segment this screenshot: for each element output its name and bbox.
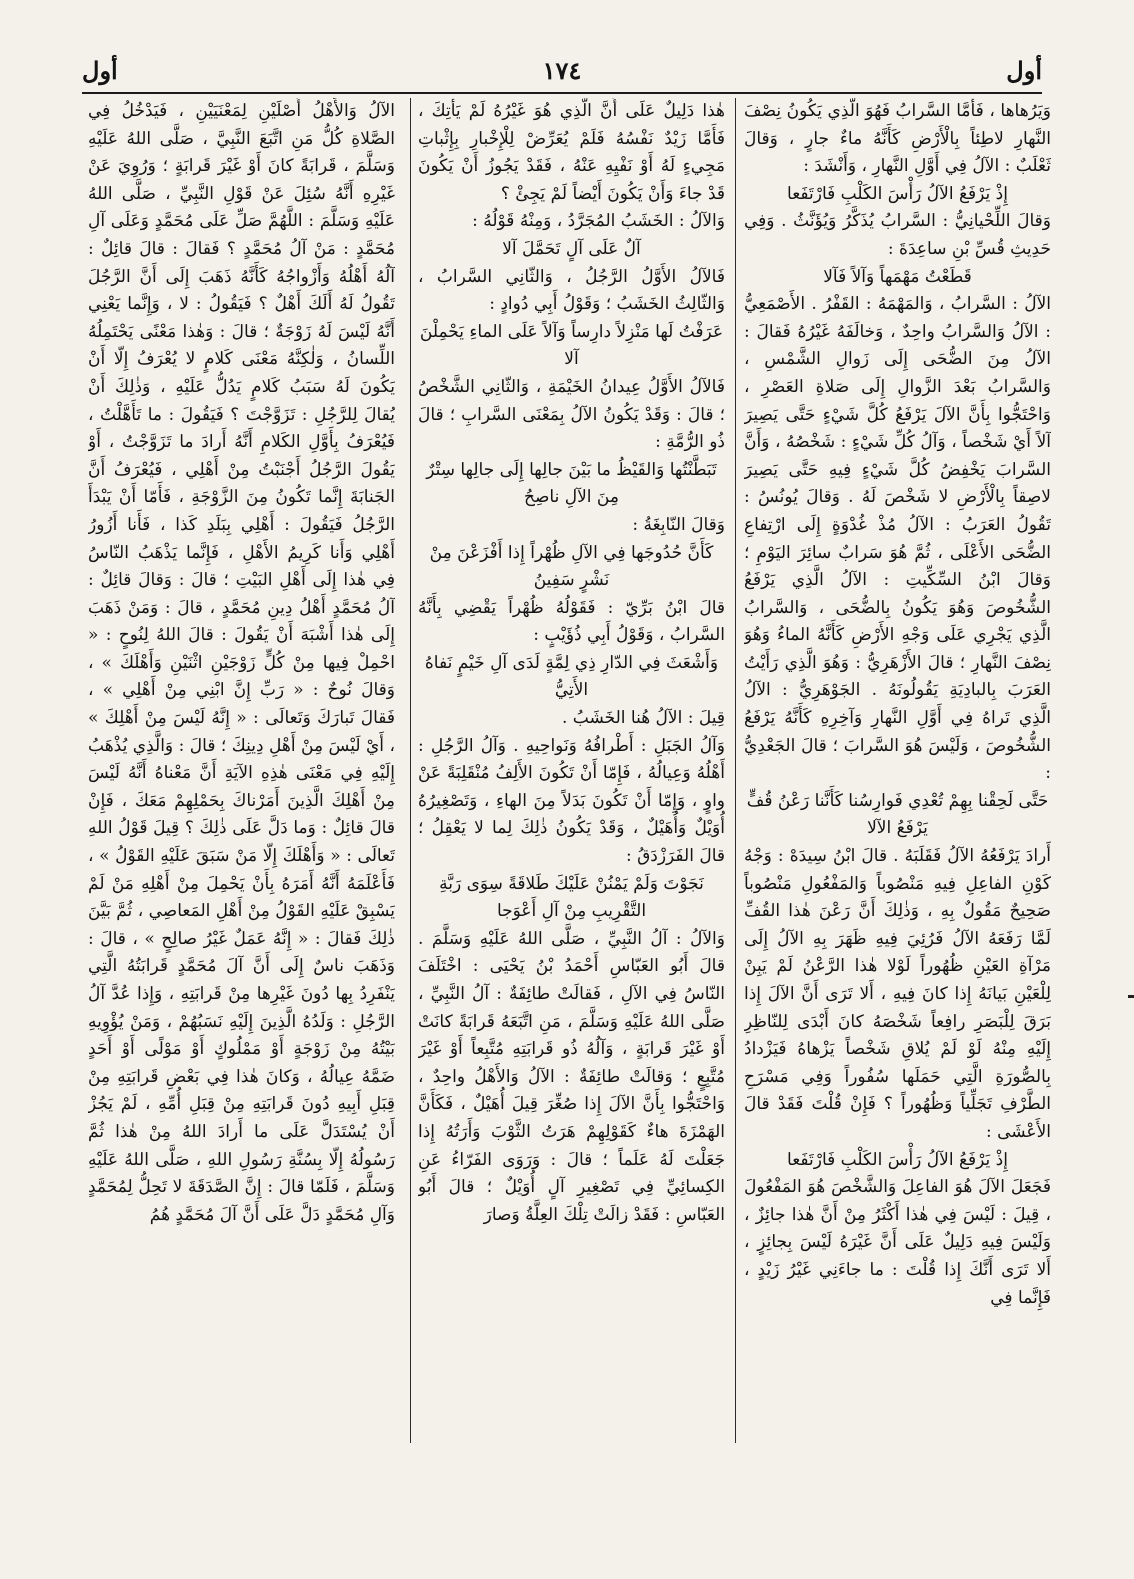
column-left: [88, 98, 395, 1443]
header-guide-word-right: أول: [1006, 56, 1042, 85]
paragraph: الآلُ وَالأَهْلُ أَصْلَيْنِ لِمَعْنَيَيْنِ ، فَيَدْخُلُ فِي الصَّلاةِ كُلُّ مَنِ اتَّبَعَ النَّبِيَّ ، صَلَّى اللهُ عَلَيْهِ وَسَلَّمَ ، قَرابَةً كانَ أَوْ غَيْرَ قَرابَةٍ ؛ وَرُوِيَ عَنْ غَيْرِهِ أَنَّهُ سُئِلَ عَنْ قَوْلِ النَّبِيِّ ، صَلَّى اللهُ عَلَيْهِ وَسَلَّمَ : اللَّهُمَّ صَلِّ عَلَى مُحَمَّدٍ وَعَلَى آلِ مُحَمَّدٍ : مَنْ آلُ مُحَمَّدٍ ؟ فَقالَ : قالَ قائِلٌ : آلُهُ أَهْلُهُ وَأَزْواجُهُ كَأَنَّهُ ذَهَبَ إِلَى أَنَّ الرَّجُلَ تَقُولُ لَهُ أَلَكَ أَهْلٌ ؟ فَيَقُولُ : لا ، وَإِنَّما يَعْنِي أَنَّهُ لَيْسَ لَهُ زَوْجَةٌ ؛ قالَ : وَهٰذا مَعْنًى يَحْتَمِلُهُ اللِّسانُ ، وَلٰكِنَّهُ مَعْنَى كَلامٍ لا يُعْرَفُ إِلّا أَنْ يَكُونَ لَهُ سَبَبُ كَلامٍ يَدُلُّ عَلَيْهِ ، وَذٰلِكَ أَنْ يُقالَ لِلرَّجُلِ : تَزَوَّجْتَ ؟ فَيَقُولَ : ما تَأَهَّلْتُ ، فَيُعْرَفُ بِأَوَّلِ الكَلامِ أَنَّهُ أَرادَ ما تَزَوَّجْتُ ، أَوْ يَقُولَ الرَّجُلُ أَجْنَبْتُ مِنْ أَهْلِي ، فَيُعْرَفُ أَنَّ الجَنابَةَ إِنَّما تَكُونُ مِنَ الزَّوْجَةِ ، فَأَمّا أَنْ يَبْدَأَ الرَّجُلُ فَيَقُولَ : أَهْلِي بِبَلَدِ كَذا ، فَأَنا أَزُورُ أَهْلِي وَأَنا كَرِيمُ الأَهْلِ ، فَإِنَّما يَذْهَبُ النّاسُ فِي هٰذا إِلَى أَهْلِ البَيْتِ ؛ قالَ : وَقالَ قائِلٌ : آلُ مُحَمَّدٍ أَهْلُ دِينِ مُحَمَّدٍ ، قالَ : وَمَنْ ذَهَبَ إِلَى هٰذا أَشْبَهَ أَنْ يَقُولَ : قالَ اللهُ لِنُوحٍ : « احْمِلْ فِيها مِنْ كُلٍّ زَوْجَيْنِ اثْنَيْنِ وَأَهْلَكَ » ، وَقالَ نُوحٌ : « رَبِّ إِنَّ ابْنِي مِنْ أَهْلِي » ، فَقالَ تَبارَكَ وَتَعالَى : « إِنَّهُ لَيْسَ مِنْ أَهْلِكَ » ، أَيْ لَيْسَ مِنْ أَهْلِ دِينِكَ ؛ قالَ : وَالَّذِي يُذْهَبُ إِلَيْهِ فِي مَعْنَى هٰذِهِ الآيَةِ أَنَّ مَعْناهُ أَنَّهُ لَيْسَ مِنْ أَهْلِكَ الَّذِينَ أَمَرْناكَ بِحَمْلِهِمْ مَعَكَ ، فَإِنْ قالَ قائِلٌ : وَما دَلَّ عَلَى ذٰلِكَ ؟ قِيلَ قَوْلُ اللهِ تَعالَى : « وَأَهْلَكَ إِلّا مَنْ سَبَقَ عَلَيْهِ القَوْلُ » ، فَأَعْلَمَهُ أَنَّهُ أَمَرَهُ بِأَنْ يَحْمِلَ مِنْ أَهْلِهِ مَنْ لَمْ يَسْبِقْ عَلَيْهِ القَوْلُ مِنْ أَهْلِ المَعاصِي ، ثُمَّ بَيَّنَ ذٰلِكَ فَقالَ : « إِنَّهُ عَمَلٌ غَيْرُ صالِحٍ » ، قالَ : وَذَهَبَ ناسٌ إِلَى أَنَّ آلَ مُحَمَّدٍ قَرابَتُهُ الَّتِي يَنْفَرِدُ بِها دُونَ غَيْرِها مِنْ قَرابَتِهِ ، وَإِذا عُدَّ آلُ الرَّجُلِ : وَلَدُهُ الَّذِينَ إِلَيْهِ نَسَبُهُمْ ، وَمَنْ يُؤْوِيهِ بَيْتُهُ مِنْ زَوْجَةٍ أَوْ مَمْلُوكٍ أَوْ مَوْلًى أَوْ أَحَدٍ ضَمَّهُ عِيالُهُ ، وَكانَ هٰذا فِي بَعْضِ قَرابَتِهِ مِنْ قِبَلِ أَبِيهِ دُونَ قَرابَتِهِ مِنْ قِبَلِ أُمِّهِ ، لَمْ يَجُزْ أَنْ يُسْتَدَلَّ عَلَى ما أَرادَ اللهُ مِنْ هٰذا ثُمَّ رَسُولُهُ إِلّا بِسُنَّةِ رَسُولِ اللهِ ، صَلَّى اللهُ عَلَيْهِ وَسَلَّمَ ، فَلَمّا قالَ : إِنَّ الصَّدَقَةَ لا تَحِلُّ لِمُحَمَّدٍ وَآلِ مُحَمَّدٍ دَلَّ عَلَى أَنَّ آلَ مُحَمَّدٍ هُمُ: [88, 101, 395, 1225]
verse: تَبَطَّنْتُها وَالقَيْظُ ما بَيْنَ جالِها إِلَى جالِها سِتْرٌ مِنَ الآلِ ناصِحُ: [426, 459, 717, 508]
verse: نَجَوْتَ وَلَمْ يَمْنُنْ عَلَيْكَ طَلاقَةً سِوَى رَبَّةِ التَّقْرِيبِ مِنْ آلِ أَعْوَجا: [439, 873, 704, 922]
paragraph: وَقالَ النّابِغَةُ :: [632, 514, 725, 535]
paragraph: وَآلُ الجَبَلِ : أَطْرافُهُ وَنَواحِيهِ . وَآلُ الرَّجُلِ : أَهْلُهُ وَعِيالُهُ ، فَإِمّا أَنْ تَكُونَ الأَلِفُ مُنْقَلِبَةً عَنْ واوٍ ، وَإِمّا أَنْ تَكُونَ بَدَلاً مِنَ الهاءِ ، وَتَصْغِيرُهُ أُوَيْلٌ وَأُهَيْلٌ ، وَقَدْ يَكُونُ ذٰلِكَ لِما لا يَعْقِلُ ؛ قالَ الفَرَزْدَقُ :: [418, 735, 725, 867]
verse: وَأَشْعَثَ فِي الدّارِ ذِي لِمَّةٍ لَدَى آلِ خَيْمٍ نَفاهُ الأَتِيُّ: [424, 652, 719, 701]
header-rule: [82, 92, 1042, 94]
paragraph: الآلُ : السَّرابُ ، وَالمَهْمَهُ : القَفْرُ . الأَصْمَعِيُّ : الآلُ وَالسَّرابُ واحِدٌ ، وَخالَفَهُ غَيْرُهُ فَقالَ : الآلُ مِنَ الضُّحَى إِلَى زَوالِ الشَّمْسِ ، وَالسَّرابُ بَعْدَ الزَّوالِ إِلَى صَلاةِ العَصْرِ ، وَاحْتَجُّوا بِأَنَّ الآلَ يَرْفَعُ كُلَّ شَيْءٍ حَتَّى يَصِيرَ آلاً أَيْ شَخْصاً ، وَآلُ كُلِّ شَيْءٍ : شَخْصُهُ ، وَأَنَّ السَّرابَ يَخْفِضُ كُلَّ شَيْءٍ فِيهِ حَتَّى يَصِيرَ لاصِقاً بِالْأَرْضِ لا شَخْصَ لَهُ . وَقالَ يُونُسُ : تَقُولُ العَرَبُ : الآلُ مُذْ غُدْوَةٍ إِلَى ارْتِفاعِ الضُّحَى الأَعْلَى ، ثُمَّ هُوَ سَرابٌ سائِرَ اليَوْمِ ؛ وَقالَ ابْنُ السِّكِّيتِ : الآلُ الَّذِي يَرْفَعُ الشُّخُوصَ وَهُوَ يَكُونُ بِالضُّحَى ، وَالسَّرابُ الَّذِي يَجْرِي عَلَى وَجْهِ الأَرْضِ كَأَنَّهُ الماءُ وَهُوَ نِصْفَ النَّهارِ ؛ قالَ الأَزْهَرِيُّ : وَهُوَ الَّذِي رَأَيْتُ العَرَبَ بِالبادِيَةِ يَقُولُونَهُ . الجَوْهَرِيُّ : الآلُ الَّذِي تَراهُ فِي أَوَّلِ النَّهارِ وَآخِرِهِ كَأَنَّهُ يَرْفَعُ الشُّخُوصَ ، وَلَيْسَ هُوَ السَّرابَ ؛ قالَ الجَعْدِيُّ :: [744, 294, 1051, 784]
verse: حَتَّى لَحِقْنا بِهِمْ تُعْدِي فَوارِسُنا كَأَنَّنا رَعْنُ قُفٍّ يَرْفَعُ الآلا: [746, 790, 1049, 839]
verse: إِذْ يَرْفَعُ الآلُ رَأْسَ الكَلْبِ فَارْتَفَعا: [787, 1149, 1008, 1170]
column-divider: [410, 98, 411, 1443]
paragraph: وَيَرُهاها ، فَأَمَّا السَّرابُ فَهُوَ الَّذِي يَكُونُ نِصْفَ النَّهارِ لاطِئاً بِالْأَرْضِ كَأَنَّهُ ماءٌ جارٍ ، وَقالَ ثَعْلَبٌ : الآلُ فِي أَوَّلِ النَّهارِ ، وَأَنْشَدَ :: [744, 101, 1051, 177]
paragraph: فَالآلُ الأَوَّلُ الرَّجُلُ ، وَالثّانِي السَّرابُ ، وَالثّالِثُ الخَشَبُ ؛ وَقَوْلُ أَبِي دُوادٍ :: [418, 266, 725, 315]
verse: عَرَفْتُ لَها مَنْزِلاً دارِساً وَآلاً عَلَى الماءِ يَحْمِلْنَ آلا: [419, 321, 724, 370]
verse: كَأَنَّ حُدُوجَها فِي الآلِ ظُهْراً إِذا أَفْزَعْنَ مِنْ نَشْرٍ سَفِينُ: [429, 542, 714, 591]
paragraph: وَالآلُ : آلُ النَّبِيِّ ، صَلَّى اللهُ عَلَيْهِ وَسَلَّمَ . قالَ أَبُو العَبّاسِ أَحْمَدُ بْنُ يَحْيَى : اخْتَلَفَ النّاسُ فِي الآلِ ، فَقالَتْ طائِفَةٌ : آلُ النَّبِيِّ ، صَلَّى اللهُ عَلَيْهِ وَسَلَّمَ ، مَنِ اتَّبَعَهُ قَرابَةً كانَتْ أَوْ غَيْرَ قَرابَةٍ ، وَآلُهُ ذُو قَرابَتِهِ مُتَّبِعاً أَوْ غَيْرَ مُتَّبِعٍ ؛ وَقالَتْ طائِفَةٌ : الآلُ وَالأَهْلُ واحِدٌ ، وَاحْتَجُّوا بِأَنَّ الآلَ إِذا صُغِّرَ قِيلَ أُهَيْلٌ ، فَكَأَنَّ الهَمْزَةَ هاءٌ كَقَوْلِهِمْ هَرَتُ الثَّوْبَ وَأَرَتُهُ إِذا جَعَلْتَ لَهُ عَلَماً ؛ قالَ : وَرَوَى الفَرّاءُ عَنِ الكِسائِيِّ فِي تَصْغِيرِ آلٍ أُوَيْلٌ ؛ قالَ أَبُو العَبّاسِ : فَقَدْ زالَتْ تِلْكَ العِلَّةُ وَصارَ: [418, 928, 725, 1225]
column-divider: [735, 98, 736, 1443]
page-number: ١٧٤: [542, 56, 582, 85]
verse: إِذْ يَرْفَعُ الآلُ رَأْسَ الكَلْبِ فَارْتَفَعا: [787, 183, 1008, 204]
paragraph: وَقالَ اللِّحْيانِيُّ : السَّرابُ يُذَكَّرُ وَيُؤَنَّثُ . وَفِي حَدِيثِ قُسِّ بْنِ ساعِدَةَ :: [744, 211, 1051, 259]
paragraph: فَالآلُ الأَوَّلُ عِيدانُ الخَيْمَةِ ، وَالثّانِي الشَّخْصُ ؛ قالَ : وَقَدْ يَكُونُ الآلُ بِمَعْنَى السَّرابِ ؛ قالَ ذُو الرُّمَّةِ :: [418, 376, 725, 453]
paragraph: وَالآلُ : الخَشَبُ المُجَرَّدُ ، وَمِنْهُ قَوْلُهُ :: [472, 211, 725, 232]
paragraph: فَجَعَلَ الآلَ هُوَ الفاعِلَ وَالشَّخْصَ هُوَ المَفْعُولَ ، قِيلَ : لَيْسَ فِي هٰذا أَكْثَرُ مِنْ أَنَّ هٰذا جائِزٌ ، وَلَيْسَ فِيهِ دَلِيلٌ عَلَى أَنَّ غَيْرَهُ لَيْسَ بِجائِزٍ ، أَلا تَرَى أَنَّكَ إِذا قُلْتَ : ما جاءَنِي غَيْرُ زَيْدٍ ، فَإِنَّما فِي: [744, 1177, 1051, 1308]
paragraph: قالَ ابْنُ بَرِّيّ : فَقَوْلُهُ ظُهْراً يَقْضِي بِأَنَّهُ السَّرابُ ، وَقَوْلُ أَبِي ذُؤَيْبٍ :: [418, 597, 725, 646]
paragraph: أَرادَ يَرْفَعُهُ الآلُ فَقَلَبَهُ . قالَ ابْنُ سِيدَهْ : وَجْهُ كَوْنِ الفاعِلِ فِيهِ مَنْصُوباً وَالمَفْعُولِ مَنْصُوباً صَحِيحٌ مَقُولٌ بِهِ ، وَذٰلِكَ أَنَّ رَعْنَ هٰذا القُفِّ لَمَّا رَفَعَهُ الآلُ فَرُئِيَ فِيهِ ظَهَرَ بِهِ الآلُ إِلَى مَرْآةِ العَيْنِ ظُهُوراً لَوْلا هٰذا الرَّعْنُ لَمْ يَبِنْ لِلْعَيْنِ بَيانَهُ إِذا كانَ فِيهِ ، أَلا تَرَى أَنَّ الآلَ إِذا بَرَقَ لِلْبَصَرِ رافِعاً شَخْصَهُ كانَ أَبْدَى لِلنّاظِرِ إِلَيْهِ مِنْهُ لَوْ لَمْ يُلاقِ شَخْصاً يَزْهاهُ فَيَزْدادُ بِالصُّورَةِ الَّتِي حَمَلَها سُفُوراً وَفِي مَسْرَحِ الطَّرْفِ تَجَلِّياً وَظُهُوراً ؟ فَإِنْ قُلْتَ فَقَدْ قالَ الأَعْشَى :: [744, 846, 1051, 1142]
column-right: [744, 98, 1051, 1443]
verse: قَطَعْتُ مَهْمَهاً وَآلاً فَآلا: [823, 266, 972, 287]
paragraph: قِيلَ : الآلُ هُنا الخَشَبُ .: [561, 708, 725, 729]
paragraph: هٰذا دَلِيلٌ عَلَى أَنَّ الَّذِي هُوَ غَيْرُهُ لَمْ يَأْتِكَ ، فَأَمَّا زَيْدٌ نَفْسُهُ فَلَمْ يُعَرِّضْ لِلْإِخْبارِ بِإِثْباتِ مَجِيءٍ لَهُ أَوْ نَفْيِهِ عَنْهُ ، فَقَدْ يَجُوزُ أَنْ يَكُونَ قَدْ جاءَ وَأَنْ يَكُونَ أَيْضاً لَمْ يَجِئْ ؟: [418, 101, 725, 204]
page-header: [82, 56, 1042, 90]
verse: آلٌ عَلَى آلٍ تَحَمَّلَ آلا: [502, 238, 641, 259]
column-middle: [418, 98, 725, 1443]
margin-mark: [1128, 995, 1134, 998]
header-guide-word-left: أول: [82, 56, 118, 85]
